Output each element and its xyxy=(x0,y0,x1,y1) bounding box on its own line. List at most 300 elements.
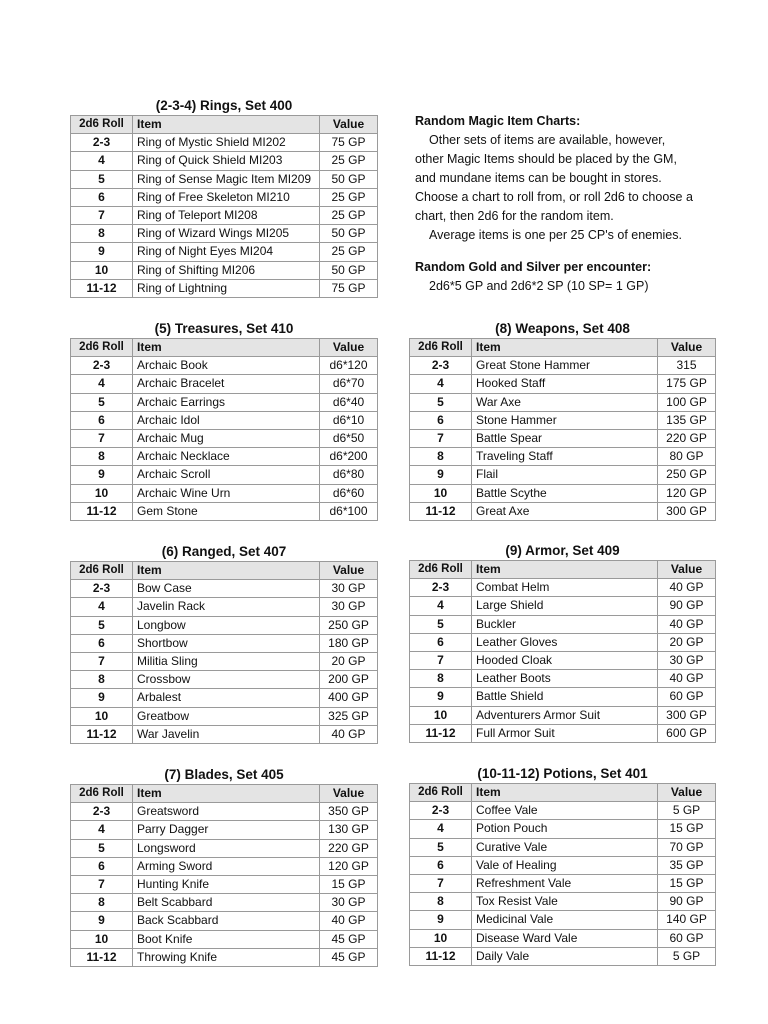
cell-value: 75 GP xyxy=(320,134,378,152)
cell-item: Battle Scythe xyxy=(472,484,658,502)
table-row xyxy=(410,466,716,484)
cell-roll: 4 xyxy=(71,598,133,616)
cell-value: d6*10 xyxy=(320,411,378,429)
magic-line-2: other Magic Items should be placed by the GM, xyxy=(415,152,677,166)
cell-item: Battle Spear xyxy=(472,429,658,447)
table-row xyxy=(71,411,378,429)
cell-value: 60 GP xyxy=(658,688,716,706)
header-value: Value xyxy=(320,116,378,134)
table-row xyxy=(71,225,378,243)
magic-line-5: chart, then 2d6 for the random item. xyxy=(415,209,614,223)
table-row xyxy=(71,448,378,466)
header-item: Item xyxy=(133,562,320,580)
cell-value: 600 GP xyxy=(658,724,716,742)
cell-item: Longsword xyxy=(133,839,320,857)
ranged-table-title: (6) Ranged, Set 407 xyxy=(161,544,287,559)
cell-item: Flail xyxy=(472,466,658,484)
cell-value: 25 GP xyxy=(320,188,378,206)
cell-roll: 7 xyxy=(410,874,472,892)
header-value: Value xyxy=(320,785,378,803)
cell-value: 300 GP xyxy=(658,706,716,724)
cell-roll: 9 xyxy=(410,688,472,706)
cell-item: Large Shield xyxy=(472,597,658,615)
cell-roll: 5 xyxy=(71,170,133,188)
header-value: Value xyxy=(658,339,716,357)
cell-value: 135 GP xyxy=(658,411,716,429)
cell-roll: 5 xyxy=(410,838,472,856)
table-row xyxy=(71,671,378,689)
table-row xyxy=(410,929,716,947)
cell-item: Stone Hammer xyxy=(472,411,658,429)
magic-line-4: Choose a chart to roll from, or roll 2d6 to choose a xyxy=(415,190,693,204)
table-row xyxy=(71,689,378,707)
cell-item: Belt Scabbard xyxy=(133,894,320,912)
cell-roll: 11-12 xyxy=(410,947,472,965)
cell-item: Greatbow xyxy=(133,707,320,725)
cell-roll: 6 xyxy=(410,411,472,429)
cell-item: Ring of Lightning xyxy=(133,279,320,297)
cell-item: Coffee Vale xyxy=(472,802,658,820)
info-panel xyxy=(415,112,735,296)
armor-table-title: (9) Armor, Set 409 xyxy=(505,543,620,558)
cell-roll: 11-12 xyxy=(71,502,133,520)
cell-roll: 6 xyxy=(71,411,133,429)
cell-item: Arbalest xyxy=(133,689,320,707)
cell-item: War Axe xyxy=(472,393,658,411)
cell-item: Great Axe xyxy=(472,502,658,520)
cell-item: Arming Sword xyxy=(133,857,320,875)
treasures-table-block xyxy=(70,320,378,521)
cell-value: 175 GP xyxy=(658,375,716,393)
cell-value: 220 GP xyxy=(320,839,378,857)
cell-value: 50 GP xyxy=(320,225,378,243)
table-row xyxy=(410,838,716,856)
table-row xyxy=(71,206,378,224)
header-value: Value xyxy=(320,339,378,357)
header-item: Item xyxy=(472,784,658,802)
cell-value: 350 GP xyxy=(320,803,378,821)
table-row xyxy=(410,911,716,929)
cell-item: Archaic Mug xyxy=(133,429,320,447)
cell-value: 15 GP xyxy=(658,820,716,838)
table-row xyxy=(71,857,378,875)
rings-table-title: (2-3-4) Rings, Set 400 xyxy=(155,98,293,113)
cell-value: 25 GP xyxy=(320,152,378,170)
header-value: Value xyxy=(658,784,716,802)
cell-item: Ring of Shifting MI206 xyxy=(133,261,320,279)
table-row xyxy=(410,615,716,633)
cell-value: d6*70 xyxy=(320,375,378,393)
table-row xyxy=(71,894,378,912)
table-row xyxy=(71,375,378,393)
weapons-table-title: (8) Weapons, Set 408 xyxy=(495,321,630,336)
cell-value: 60 GP xyxy=(658,929,716,947)
treasures-table-title: (5) Treasures, Set 410 xyxy=(154,321,294,336)
cell-value: 50 GP xyxy=(320,170,378,188)
table-header-row xyxy=(71,785,378,803)
table-row xyxy=(410,429,716,447)
cell-value: 25 GP xyxy=(320,243,378,261)
table-row xyxy=(71,652,378,670)
table-row xyxy=(71,502,378,520)
table-row xyxy=(410,411,716,429)
cell-item: War Javelin xyxy=(133,725,320,743)
cell-item: Traveling Staff xyxy=(472,448,658,466)
table-row xyxy=(71,875,378,893)
cell-item: Militia Sling xyxy=(133,652,320,670)
gold-silver-heading: Random Gold and Silver per encounter: xyxy=(415,260,652,274)
cell-roll: 4 xyxy=(410,597,472,615)
table-row xyxy=(410,802,716,820)
cell-roll: 11-12 xyxy=(71,279,133,297)
cell-value: 220 GP xyxy=(658,429,716,447)
weapons-table-block xyxy=(409,320,716,521)
cell-roll: 10 xyxy=(71,707,133,725)
cell-item: Ring of Quick Shield MI203 xyxy=(133,152,320,170)
cell-value: 250 GP xyxy=(658,466,716,484)
cell-item: Combat Helm xyxy=(472,579,658,597)
weapons-table xyxy=(409,338,716,521)
cell-roll: 4 xyxy=(71,821,133,839)
header-item: Item xyxy=(133,785,320,803)
cell-item: Parry Dagger xyxy=(133,821,320,839)
cell-roll: 7 xyxy=(71,652,133,670)
blades-table xyxy=(70,784,378,967)
cell-roll: 7 xyxy=(410,651,472,669)
table-row xyxy=(71,429,378,447)
header-value: Value xyxy=(658,561,716,579)
magic-line-3: and mundane items can be bought in stores. xyxy=(415,171,662,185)
cell-item: Gem Stone xyxy=(133,502,320,520)
cell-roll: 6 xyxy=(410,633,472,651)
cell-roll: 11-12 xyxy=(410,724,472,742)
cell-roll: 8 xyxy=(71,671,133,689)
cell-value: 180 GP xyxy=(320,634,378,652)
cell-roll: 6 xyxy=(71,188,133,206)
table-header-row xyxy=(71,562,378,580)
cell-item: Hooked Staff xyxy=(472,375,658,393)
cell-item: Ring of Wizard Wings MI205 xyxy=(133,225,320,243)
table-row xyxy=(71,188,378,206)
table-row xyxy=(71,134,378,152)
cell-value: 130 GP xyxy=(320,821,378,839)
rings-table xyxy=(70,115,378,298)
magic-line-6: Average items is one per 25 CP's of enemies. xyxy=(429,228,682,242)
cell-item: Great Stone Hammer xyxy=(472,357,658,375)
cell-value: 5 GP xyxy=(658,802,716,820)
cell-item: Archaic Book xyxy=(133,357,320,375)
cell-value: 300 GP xyxy=(658,502,716,520)
cell-value: d6*60 xyxy=(320,484,378,502)
header-item: Item xyxy=(472,561,658,579)
cell-roll: 2-3 xyxy=(410,357,472,375)
cell-item: Buckler xyxy=(472,615,658,633)
header-roll: 2d6 Roll xyxy=(410,339,472,357)
table-row xyxy=(71,580,378,598)
cell-value: d6*80 xyxy=(320,466,378,484)
cell-value: 100 GP xyxy=(658,393,716,411)
blades-table-block xyxy=(70,766,378,967)
table-row xyxy=(410,651,716,669)
cell-roll: 11-12 xyxy=(71,948,133,966)
cell-item: Shortbow xyxy=(133,634,320,652)
cell-roll: 4 xyxy=(71,152,133,170)
ranged-table-block xyxy=(70,543,378,744)
table-row xyxy=(410,597,716,615)
table-row xyxy=(71,725,378,743)
blades-table-title: (7) Blades, Set 405 xyxy=(164,767,284,782)
table-row xyxy=(71,634,378,652)
cell-item: Daily Vale xyxy=(472,947,658,965)
cell-item: Leather Boots xyxy=(472,670,658,688)
table-row xyxy=(410,724,716,742)
cell-roll: 8 xyxy=(71,225,133,243)
table-row xyxy=(410,448,716,466)
cell-value: 25 GP xyxy=(320,206,378,224)
cell-value: 140 GP xyxy=(658,911,716,929)
cell-item: Leather Gloves xyxy=(472,633,658,651)
table-row xyxy=(410,579,716,597)
cell-value: 90 GP xyxy=(658,597,716,615)
cell-item: Throwing Knife xyxy=(133,948,320,966)
table-row xyxy=(410,484,716,502)
table-row xyxy=(71,279,378,297)
table-row xyxy=(71,484,378,502)
cell-roll: 2-3 xyxy=(71,357,133,375)
cell-roll: 4 xyxy=(410,820,472,838)
cell-value: d6*120 xyxy=(320,357,378,375)
cell-item: Greatsword xyxy=(133,803,320,821)
treasures-table xyxy=(70,338,378,521)
cell-value: d6*40 xyxy=(320,393,378,411)
cell-roll: 2-3 xyxy=(71,580,133,598)
cell-item: Archaic Scroll xyxy=(133,466,320,484)
cell-value: 80 GP xyxy=(658,448,716,466)
table-row xyxy=(71,821,378,839)
cell-value: 90 GP xyxy=(658,893,716,911)
cell-value: 40 GP xyxy=(658,670,716,688)
cell-item: Ring of Sense Magic Item MI209 xyxy=(133,170,320,188)
table-header-row xyxy=(410,339,716,357)
cell-item: Vale of Healing xyxy=(472,856,658,874)
header-roll: 2d6 Roll xyxy=(410,561,472,579)
cell-value: d6*200 xyxy=(320,448,378,466)
table-row xyxy=(71,243,378,261)
cell-item: Ring of Teleport MI208 xyxy=(133,206,320,224)
table-row xyxy=(410,393,716,411)
table-row xyxy=(410,893,716,911)
cell-value: 250 GP xyxy=(320,616,378,634)
cell-roll: 10 xyxy=(410,706,472,724)
cell-value: 40 GP xyxy=(658,615,716,633)
cell-roll: 10 xyxy=(71,484,133,502)
potions-table-block xyxy=(409,765,716,966)
cell-roll: 2-3 xyxy=(71,134,133,152)
cell-value: 30 GP xyxy=(320,598,378,616)
table-row xyxy=(71,948,378,966)
cell-value: 45 GP xyxy=(320,930,378,948)
table-row xyxy=(71,839,378,857)
cell-item: Tox Resist Vale xyxy=(472,893,658,911)
cell-value: 315 xyxy=(658,357,716,375)
cell-item: Ring of Night Eyes MI204 xyxy=(133,243,320,261)
cell-roll: 5 xyxy=(410,615,472,633)
cell-value: 325 GP xyxy=(320,707,378,725)
header-item: Item xyxy=(472,339,658,357)
cell-roll: 9 xyxy=(71,243,133,261)
table-row xyxy=(71,393,378,411)
table-row xyxy=(71,261,378,279)
header-value: Value xyxy=(320,562,378,580)
cell-value: 40 GP xyxy=(658,579,716,597)
table-header-row xyxy=(410,784,716,802)
cell-value: 30 GP xyxy=(320,580,378,598)
cell-item: Ring of Free Skeleton MI210 xyxy=(133,188,320,206)
cell-roll: 9 xyxy=(71,912,133,930)
cell-value: 35 GP xyxy=(658,856,716,874)
cell-roll: 7 xyxy=(71,429,133,447)
table-row xyxy=(71,598,378,616)
cell-roll: 2-3 xyxy=(410,579,472,597)
cell-item: Adventurers Armor Suit xyxy=(472,706,658,724)
cell-roll: 9 xyxy=(410,466,472,484)
cell-roll: 6 xyxy=(410,856,472,874)
gold-silver-line: 2d6*5 GP and 2d6*2 SP (10 SP= 1 GP) xyxy=(429,279,649,293)
header-roll: 2d6 Roll xyxy=(71,339,133,357)
cell-item: Back Scabbard xyxy=(133,912,320,930)
cell-roll: 2-3 xyxy=(410,802,472,820)
table-row xyxy=(410,357,716,375)
cell-roll: 9 xyxy=(71,689,133,707)
cell-roll: 8 xyxy=(410,893,472,911)
cell-value: 120 GP xyxy=(658,484,716,502)
cell-item: Ring of Mystic Shield MI202 xyxy=(133,134,320,152)
cell-item: Bow Case xyxy=(133,580,320,598)
cell-item: Archaic Idol xyxy=(133,411,320,429)
table-row xyxy=(410,947,716,965)
cell-value: 30 GP xyxy=(320,894,378,912)
table-row xyxy=(410,874,716,892)
cell-item: Archaic Wine Urn xyxy=(133,484,320,502)
cell-item: Crossbow xyxy=(133,671,320,689)
cell-item: Javelin Rack xyxy=(133,598,320,616)
cell-item: Full Armor Suit xyxy=(472,724,658,742)
cell-item: Hunting Knife xyxy=(133,875,320,893)
table-header-row xyxy=(71,339,378,357)
cell-roll: 8 xyxy=(410,448,472,466)
magic-line-1: Other sets of items are available, however, xyxy=(429,133,666,147)
table-header-row xyxy=(71,116,378,134)
table-row xyxy=(410,375,716,393)
cell-item: Archaic Earrings xyxy=(133,393,320,411)
cell-item: Boot Knife xyxy=(133,930,320,948)
cell-value: 400 GP xyxy=(320,689,378,707)
armor-table-block xyxy=(409,542,716,743)
armor-table xyxy=(409,560,716,743)
cell-value: 20 GP xyxy=(320,652,378,670)
cell-roll: 5 xyxy=(71,393,133,411)
cell-roll: 5 xyxy=(71,839,133,857)
header-item: Item xyxy=(133,339,320,357)
cell-roll: 10 xyxy=(71,930,133,948)
table-header-row xyxy=(410,561,716,579)
cell-value: 15 GP xyxy=(320,875,378,893)
header-roll: 2d6 Roll xyxy=(71,562,133,580)
cell-item: Potion Pouch xyxy=(472,820,658,838)
table-row xyxy=(71,170,378,188)
cell-roll: 2-3 xyxy=(71,803,133,821)
cell-roll: 5 xyxy=(71,616,133,634)
cell-value: 75 GP xyxy=(320,279,378,297)
cell-roll: 6 xyxy=(71,857,133,875)
header-roll: 2d6 Roll xyxy=(410,784,472,802)
potions-table xyxy=(409,783,716,966)
table-row xyxy=(71,357,378,375)
cell-roll: 8 xyxy=(71,894,133,912)
header-item: Item xyxy=(133,116,320,134)
cell-value: d6*50 xyxy=(320,429,378,447)
cell-item: Medicinal Vale xyxy=(472,911,658,929)
table-row xyxy=(410,856,716,874)
table-row xyxy=(71,803,378,821)
cell-roll: 11-12 xyxy=(410,502,472,520)
table-row xyxy=(410,820,716,838)
cell-roll: 9 xyxy=(71,466,133,484)
cell-roll: 10 xyxy=(410,929,472,947)
cell-value: 120 GP xyxy=(320,857,378,875)
cell-item: Disease Ward Vale xyxy=(472,929,658,947)
cell-value: 70 GP xyxy=(658,838,716,856)
table-row xyxy=(410,633,716,651)
table-row xyxy=(410,688,716,706)
cell-roll: 8 xyxy=(71,448,133,466)
cell-roll: 4 xyxy=(71,375,133,393)
table-row xyxy=(410,670,716,688)
table-row xyxy=(71,930,378,948)
cell-item: Longbow xyxy=(133,616,320,634)
rings-table-block xyxy=(70,97,378,298)
cell-value: 200 GP xyxy=(320,671,378,689)
cell-roll: 10 xyxy=(71,261,133,279)
cell-roll: 8 xyxy=(410,670,472,688)
table-row xyxy=(71,707,378,725)
magic-charts-heading: Random Magic Item Charts: xyxy=(415,114,581,128)
ranged-table xyxy=(70,561,378,744)
header-roll: 2d6 Roll xyxy=(71,785,133,803)
table-row xyxy=(71,912,378,930)
table-row xyxy=(71,616,378,634)
table-row xyxy=(410,502,716,520)
cell-roll: 7 xyxy=(71,875,133,893)
cell-value: 40 GP xyxy=(320,725,378,743)
cell-item: Curative Vale xyxy=(472,838,658,856)
cell-value: 15 GP xyxy=(658,874,716,892)
cell-item: Battle Shield xyxy=(472,688,658,706)
cell-roll: 7 xyxy=(410,429,472,447)
table-row xyxy=(71,466,378,484)
header-roll: 2d6 Roll xyxy=(71,116,133,134)
table-row xyxy=(71,152,378,170)
cell-value: 40 GP xyxy=(320,912,378,930)
cell-roll: 11-12 xyxy=(71,725,133,743)
cell-roll: 4 xyxy=(410,375,472,393)
cell-item: Archaic Necklace xyxy=(133,448,320,466)
cell-value: 5 GP xyxy=(658,947,716,965)
cell-value: d6*100 xyxy=(320,502,378,520)
table-row xyxy=(410,706,716,724)
cell-item: Hooded Cloak xyxy=(472,651,658,669)
cell-roll: 10 xyxy=(410,484,472,502)
